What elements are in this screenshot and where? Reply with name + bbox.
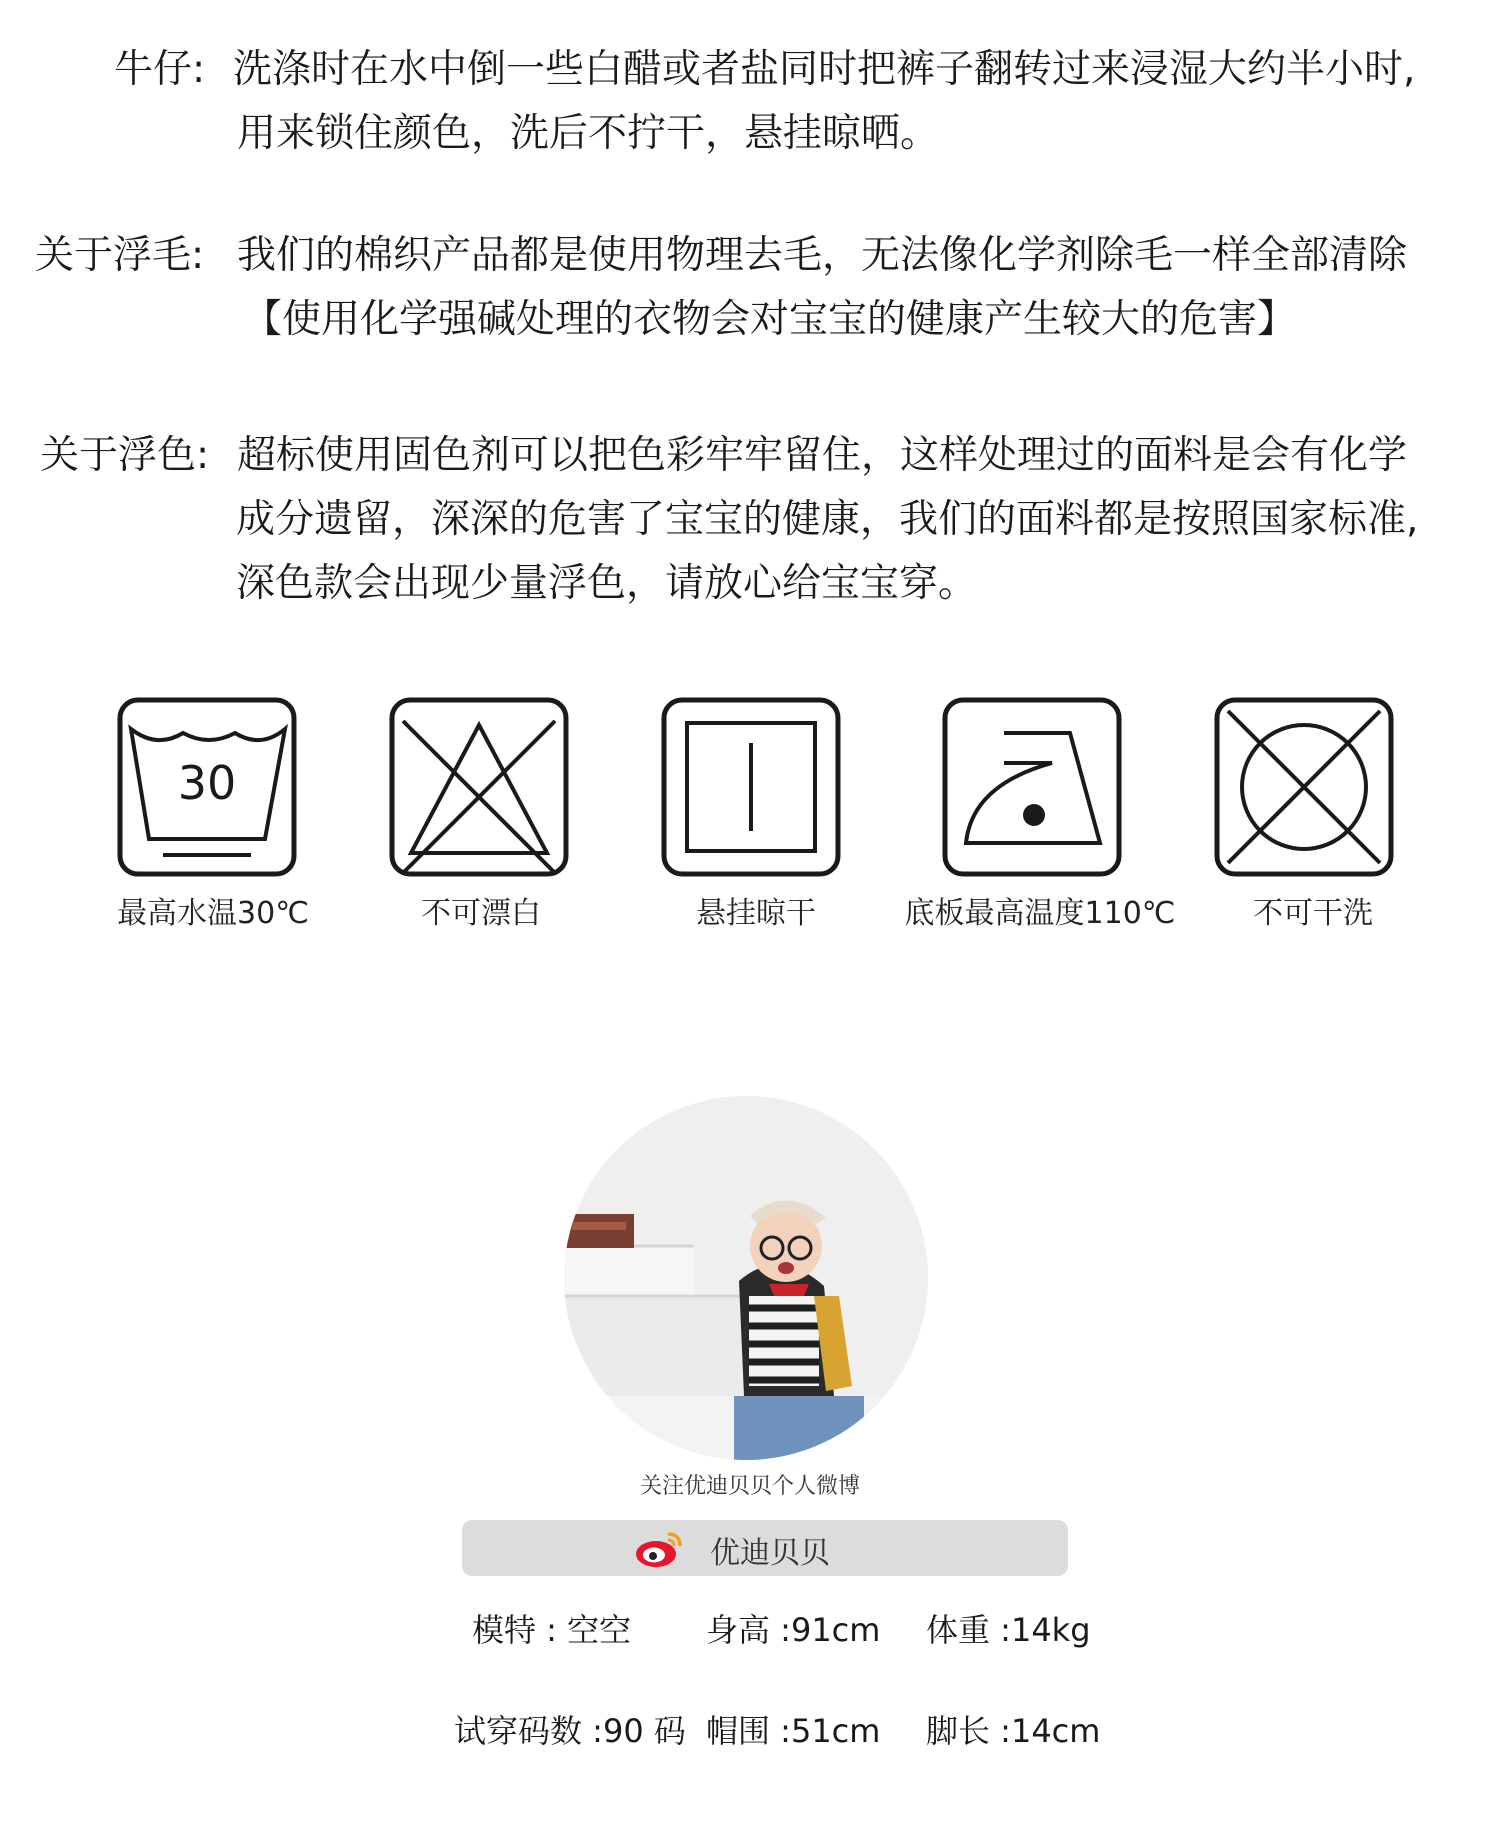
- model-height: 身高 :91cm: [706, 1611, 881, 1649]
- model-foot: 脚长 :14cm: [926, 1712, 1101, 1750]
- model-weight: 体重 :14kg: [926, 1611, 1091, 1649]
- no-dry-clean-icon: [1214, 697, 1394, 877]
- note-denim-label: 牛仔:: [114, 47, 206, 92]
- no-bleach-icon: [389, 697, 569, 877]
- note-dye-line-2: 成分遗留，深深的危害了宝宝的健康，我们的面料都是按照国家标准,: [236, 497, 1419, 542]
- model-size: 试穿码数 :90 码: [454, 1712, 686, 1750]
- note-dye-label: 关于浮色:: [40, 433, 210, 478]
- note-lint-line-1: 我们的棉织产品都是使用物理去毛，无法像化学剂除毛一样全部清除: [237, 233, 1408, 278]
- note-dye-line-3: 深色款会出现少量浮色，请放心给宝宝穿。: [236, 561, 978, 606]
- hang-dry-icon: [661, 697, 841, 877]
- note-lint-label: 关于浮毛:: [35, 233, 205, 278]
- wash-temp-number: 30: [177, 756, 237, 810]
- care-label-iron: 底板最高温度110℃: [904, 896, 1176, 931]
- note-denim: [0, 38, 1500, 166]
- note-lint-line-2: 【使用化学强碱处理的衣物会对宝宝的健康产生较大的危害】: [243, 297, 1297, 342]
- weibo-caption: 关注优迪贝贝个人微博: [639, 1474, 860, 1499]
- care-label-wash: 最高水温30℃: [117, 896, 309, 931]
- model-photo: [564, 1096, 928, 1460]
- note-lint: [0, 224, 1500, 352]
- weibo-follow-bar[interactable]: [462, 1520, 1068, 1576]
- note-dye: [0, 424, 1500, 616]
- iron-icon: [942, 697, 1122, 877]
- note-dye-line-1: 超标使用固色剂可以把色彩牢牢留住，这样处理过的面料是会有化学: [237, 433, 1408, 478]
- care-label-no-dry-clean: 不可干洗: [1253, 896, 1373, 931]
- model-head: 帽围 :51cm: [706, 1712, 881, 1750]
- model-name: 模特 : 空空: [472, 1611, 632, 1649]
- note-denim-line-2: 用来锁住颜色，洗后不拧干，悬挂晾晒。: [237, 111, 940, 156]
- care-label-no-bleach: 不可漂白: [421, 896, 541, 931]
- weibo-icon: [632, 1526, 686, 1570]
- weibo-account-name: 优迪贝贝: [710, 1536, 830, 1571]
- note-denim-line-1: 洗涤时在水中倒一些白醋或者盐同时把裤子翻转过来浸湿大约半小时,: [233, 47, 1416, 92]
- wash-30-icon: [117, 697, 297, 877]
- care-label-hang-dry: 悬挂晾干: [696, 896, 816, 931]
